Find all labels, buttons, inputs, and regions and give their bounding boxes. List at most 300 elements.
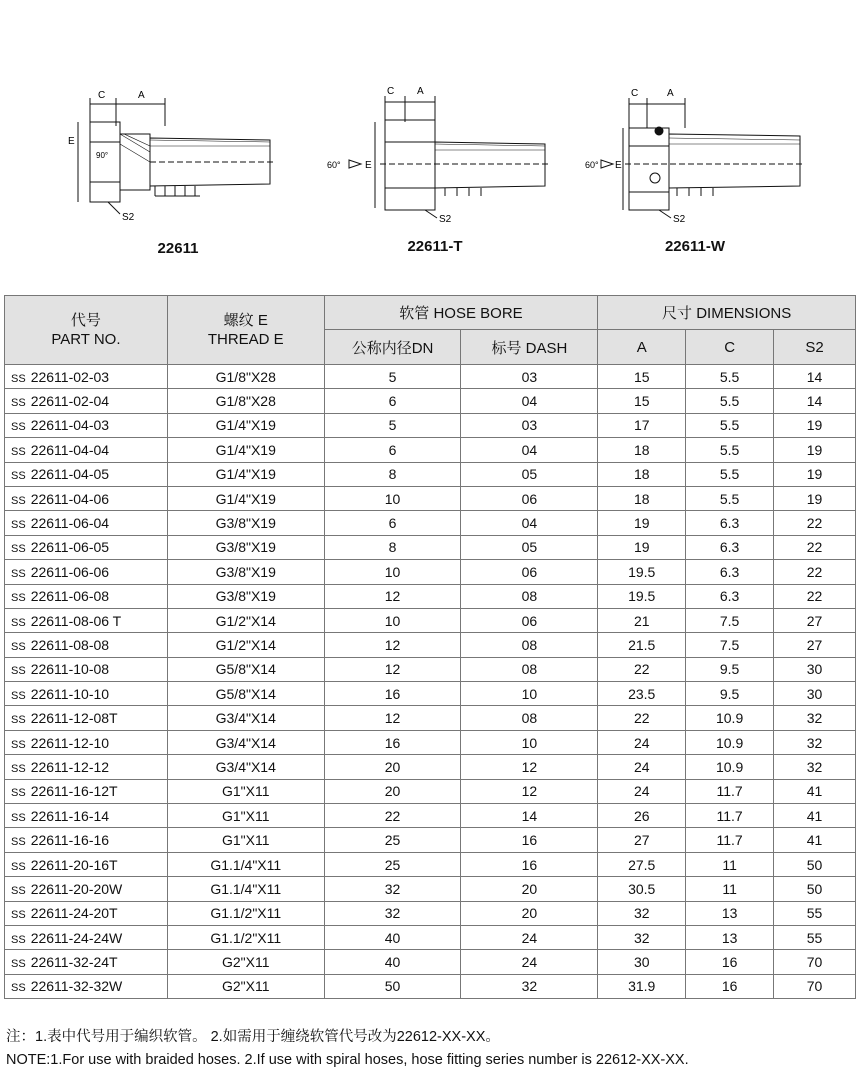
dim-s2-cell: 19 (774, 486, 856, 510)
header-hose-bore: 软管 HOSE BORE (324, 296, 598, 330)
dn-cell: 5 (324, 413, 461, 437)
dn-cell: 50 (324, 974, 461, 998)
dim-c-cell: 5.5 (686, 462, 774, 486)
fitting-drawing-22611 (60, 82, 290, 232)
part-number: 22611-04-05 (30, 466, 110, 483)
dim-a-cell: 17 (598, 413, 686, 437)
header-part-en: PART NO. (51, 331, 121, 348)
table-row (5, 389, 856, 413)
dash-cell: 08 (461, 633, 598, 657)
dim-a-cell: 26 (598, 804, 686, 828)
dim-a-cell: 30.5 (598, 877, 686, 901)
table-row (5, 901, 856, 925)
drawing-22611 (60, 82, 290, 257)
part-number-cell (5, 413, 168, 437)
dim-s2-cell: 27 (774, 608, 856, 632)
table-body (5, 365, 856, 999)
part-number: 22611-20-16T (30, 856, 118, 873)
table-row (5, 657, 856, 681)
table-row (5, 730, 856, 754)
dim-c-cell: 6.3 (686, 535, 774, 559)
dim-a-cell: 27.5 (598, 852, 686, 876)
dim-s2-cell: 50 (774, 877, 856, 901)
dash-cell: 05 (461, 535, 598, 559)
dash-cell: 03 (461, 413, 598, 437)
fitting-drawing-22611-w (585, 82, 815, 232)
part-number-cell (5, 706, 168, 730)
dn-cell: 32 (324, 877, 461, 901)
part-prefix: SS (11, 470, 26, 483)
part-number: 22611-12-08T (30, 710, 118, 727)
header-thread-en: THREAD E (207, 331, 284, 348)
dim-c-cell: 6.3 (686, 511, 774, 535)
dim-a-cell: 32 (598, 901, 686, 925)
part-number: 22611-24-20T (30, 905, 118, 922)
table-row (5, 438, 856, 462)
table-row (5, 950, 856, 974)
dim-a-label: A (138, 90, 145, 101)
part-number-cell (5, 511, 168, 535)
dim-a-cell: 19.5 (598, 584, 686, 608)
drawing-22611-t (325, 82, 555, 255)
thread-cell: G1.1/2"X11 (167, 925, 324, 949)
dn-cell: 8 (324, 462, 461, 486)
part-prefix: SS (11, 421, 26, 434)
table-row (5, 682, 856, 706)
part-number-cell (5, 877, 168, 901)
dim-a-cell: 23.5 (598, 682, 686, 706)
dim-a-cell: 31.9 (598, 974, 686, 998)
dim-e-label: E (365, 160, 372, 171)
part-prefix: SS (11, 738, 26, 751)
dim-s2-cell: 50 (774, 852, 856, 876)
dim-a-cell: 15 (598, 389, 686, 413)
thread-cell: G1.1/4"X11 (167, 852, 324, 876)
dim-a-cell: 27 (598, 828, 686, 852)
dim-c-label: C (631, 88, 639, 99)
thread-cell: G5/8"X14 (167, 682, 324, 706)
part-prefix: SS (11, 689, 26, 702)
dn-cell: 20 (324, 755, 461, 779)
part-prefix: SS (11, 860, 26, 873)
dim-s2-label: S2 (439, 214, 452, 225)
table-row (5, 511, 856, 535)
header-dn: 公称内径DN (324, 330, 461, 365)
part-prefix: SS (11, 445, 26, 458)
part-number: 22611-06-08 (30, 588, 110, 605)
part-number-cell (5, 365, 168, 389)
thread-cell: G1/4"X19 (167, 462, 324, 486)
thread-cell: G3/4"X14 (167, 706, 324, 730)
dim-a-cell: 30 (598, 950, 686, 974)
thread-cell: G2"X11 (167, 950, 324, 974)
header-c: C (686, 330, 774, 365)
part-number-cell (5, 682, 168, 706)
part-prefix: SS (11, 372, 26, 385)
part-number: 22611-02-04 (30, 393, 110, 410)
table-row (5, 755, 856, 779)
part-prefix: SS (11, 567, 26, 580)
part-number-cell (5, 950, 168, 974)
part-number-cell (5, 974, 168, 998)
dim-s2-cell: 55 (774, 925, 856, 949)
dim-c-cell: 13 (686, 901, 774, 925)
dash-cell: 14 (461, 804, 598, 828)
dim-s2-cell: 30 (774, 657, 856, 681)
dash-cell: 06 (461, 486, 598, 510)
header-part-no (5, 296, 168, 365)
part-number-cell (5, 779, 168, 803)
dash-cell: 24 (461, 950, 598, 974)
part-prefix: SS (11, 494, 26, 507)
dash-cell: 04 (461, 511, 598, 535)
dim-a-cell: 21 (598, 608, 686, 632)
thread-cell: G1/4"X19 (167, 486, 324, 510)
dim-a-cell: 21.5 (598, 633, 686, 657)
thread-cell: G1.1/4"X11 (167, 877, 324, 901)
dim-a-cell: 19 (598, 511, 686, 535)
dim-angle-label: 90° (96, 151, 109, 160)
figure-label: 22611-T (407, 238, 463, 255)
table-row (5, 535, 856, 559)
dim-c-label: C (387, 86, 395, 97)
thread-cell: G1.1/2"X11 (167, 901, 324, 925)
table-row (5, 486, 856, 510)
part-number: 22611-24-24W (30, 929, 123, 946)
dim-a-cell: 22 (598, 657, 686, 681)
part-number: 22611-12-12 (30, 758, 110, 775)
part-prefix: SS (11, 714, 26, 727)
part-number: 22611-10-10 (30, 685, 110, 702)
dim-s2-cell: 14 (774, 365, 856, 389)
dim-e-label: E (615, 160, 622, 171)
part-number-cell (5, 608, 168, 632)
dash-cell: 24 (461, 925, 598, 949)
fitting-drawings (0, 0, 860, 290)
dim-s2-cell: 41 (774, 779, 856, 803)
dim-s2-cell: 41 (774, 804, 856, 828)
dim-a-cell: 19 (598, 535, 686, 559)
dim-s2-cell: 41 (774, 828, 856, 852)
fitting-drawing-22611-t (325, 82, 555, 232)
dim-s2-label: S2 (122, 212, 135, 223)
table-row (5, 925, 856, 949)
dim-a-cell: 18 (598, 462, 686, 486)
part-number: 22611-04-04 (30, 441, 110, 458)
part-prefix: SS (11, 665, 26, 678)
thread-cell: G2"X11 (167, 974, 324, 998)
dim-a-cell: 24 (598, 730, 686, 754)
part-prefix: SS (11, 543, 26, 556)
figure-label: 22611 (157, 240, 199, 257)
dash-cell: 10 (461, 730, 598, 754)
dim-c-cell: 10.9 (686, 730, 774, 754)
part-number: 22611-16-14 (30, 807, 110, 824)
part-number: 22611-04-03 (30, 417, 110, 434)
header-dimensions: 尺寸 DIMENSIONS (598, 296, 856, 330)
part-number-cell (5, 804, 168, 828)
part-prefix: SS (11, 762, 26, 775)
dim-s2-cell: 22 (774, 584, 856, 608)
dim-c-cell: 9.5 (686, 682, 774, 706)
dim-s2-cell: 22 (774, 535, 856, 559)
part-prefix: SS (11, 836, 26, 849)
dim-c-cell: 13 (686, 925, 774, 949)
dim-c-cell: 5.5 (686, 389, 774, 413)
part-number-cell (5, 535, 168, 559)
dim-a-cell: 18 (598, 486, 686, 510)
part-number-cell (5, 389, 168, 413)
dim-s2-cell: 30 (774, 682, 856, 706)
thread-cell: G5/8"X14 (167, 657, 324, 681)
part-number-cell (5, 560, 168, 584)
dim-s2-cell: 70 (774, 950, 856, 974)
part-prefix: SS (11, 397, 26, 410)
dim-c-cell: 6.3 (686, 584, 774, 608)
header-part-cn: 代号 (70, 312, 101, 329)
dim-s2-cell: 22 (774, 560, 856, 584)
part-prefix: SS (11, 787, 26, 800)
thread-cell: G3/8"X19 (167, 584, 324, 608)
dim-c-cell: 5.5 (686, 438, 774, 462)
table-row (5, 852, 856, 876)
part-prefix: SS (11, 519, 26, 532)
dn-cell: 6 (324, 438, 461, 462)
table-row (5, 413, 856, 437)
thread-cell: G1/4"X19 (167, 413, 324, 437)
dim-c-cell: 11 (686, 852, 774, 876)
dn-cell: 40 (324, 925, 461, 949)
dn-cell: 12 (324, 657, 461, 681)
dash-cell: 08 (461, 584, 598, 608)
thread-cell: G1"X11 (167, 779, 324, 803)
dim-a-cell: 18 (598, 438, 686, 462)
dash-cell: 06 (461, 608, 598, 632)
dn-cell: 8 (324, 535, 461, 559)
part-number: 22611-08-06 T (30, 612, 122, 629)
dash-cell: 20 (461, 901, 598, 925)
table-row (5, 560, 856, 584)
thread-cell: G3/8"X19 (167, 560, 324, 584)
note-cn: 注：1.表中代号用于编织软管。 2.如需用于缠绕软管代号改为22612-XX-XX。 (6, 1029, 500, 1045)
dn-cell: 12 (324, 706, 461, 730)
dim-s2-cell: 14 (774, 389, 856, 413)
dim-a-cell: 24 (598, 779, 686, 803)
part-number-cell (5, 438, 168, 462)
dim-a-label: A (417, 86, 424, 97)
dash-cell: 08 (461, 706, 598, 730)
part-prefix: SS (11, 884, 26, 897)
dash-cell: 03 (461, 365, 598, 389)
dn-cell: 40 (324, 950, 461, 974)
part-number: 22611-06-06 (30, 563, 110, 580)
dim-c-cell: 10.9 (686, 755, 774, 779)
dn-cell: 10 (324, 486, 461, 510)
dim-s2-cell: 70 (774, 974, 856, 998)
dim-angle-label: 60° (585, 160, 599, 170)
part-number-cell (5, 486, 168, 510)
dn-cell: 16 (324, 730, 461, 754)
part-number: 22611-32-24T (30, 954, 118, 971)
table-row (5, 633, 856, 657)
part-prefix: SS (11, 640, 26, 653)
dash-cell: 16 (461, 828, 598, 852)
dim-s2-cell: 32 (774, 730, 856, 754)
part-prefix: SS (11, 982, 26, 995)
table-row (5, 608, 856, 632)
part-prefix: SS (11, 909, 26, 922)
dim-c-cell: 11 (686, 877, 774, 901)
dim-c-cell: 16 (686, 974, 774, 998)
dn-cell: 25 (324, 828, 461, 852)
dn-cell: 12 (324, 633, 461, 657)
dim-c-cell: 7.5 (686, 633, 774, 657)
drawing-22611-w (585, 82, 815, 255)
dim-c-cell: 11.7 (686, 779, 774, 803)
dn-cell: 5 (324, 365, 461, 389)
dim-s2-cell: 32 (774, 755, 856, 779)
dn-cell: 12 (324, 584, 461, 608)
dim-a-cell: 19.5 (598, 560, 686, 584)
part-number-cell (5, 462, 168, 486)
dim-s2-cell: 22 (774, 511, 856, 535)
header-thread (167, 296, 324, 365)
part-number: 22611-06-05 (30, 539, 110, 556)
dn-cell: 22 (324, 804, 461, 828)
part-prefix: SS (11, 958, 26, 971)
dn-cell: 6 (324, 511, 461, 535)
dim-c-cell: 11.7 (686, 828, 774, 852)
dash-cell: 12 (461, 755, 598, 779)
header-s2: S2 (774, 330, 856, 365)
table-row (5, 877, 856, 901)
part-number-cell (5, 852, 168, 876)
table-row (5, 804, 856, 828)
thread-cell: G1"X11 (167, 804, 324, 828)
thread-cell: G1/8"X28 (167, 389, 324, 413)
thread-cell: G1/2"X14 (167, 633, 324, 657)
dn-cell: 10 (324, 560, 461, 584)
dn-cell: 20 (324, 779, 461, 803)
part-number-cell (5, 657, 168, 681)
part-number: 22611-20-20W (30, 880, 123, 897)
dim-c-label: C (98, 90, 106, 101)
part-number: 22611-04-06 (30, 490, 110, 507)
specification-table (4, 295, 856, 999)
dim-c-cell: 6.3 (686, 560, 774, 584)
figure-label: 22611-W (664, 238, 726, 255)
dn-cell: 16 (324, 682, 461, 706)
dash-cell: 04 (461, 438, 598, 462)
part-number-cell (5, 755, 168, 779)
thread-cell: G1/2"X14 (167, 608, 324, 632)
dash-cell: 20 (461, 877, 598, 901)
dash-cell: 32 (461, 974, 598, 998)
table-row (5, 974, 856, 998)
dn-cell: 32 (324, 901, 461, 925)
dim-s2-cell: 27 (774, 633, 856, 657)
dim-e-label: E (68, 136, 75, 147)
dim-s2-cell: 19 (774, 438, 856, 462)
dash-cell: 16 (461, 852, 598, 876)
dim-c-cell: 10.9 (686, 706, 774, 730)
dash-cell: 06 (461, 560, 598, 584)
dim-a-cell: 15 (598, 365, 686, 389)
table-row (5, 365, 856, 389)
dim-a-cell: 24 (598, 755, 686, 779)
dn-cell: 10 (324, 608, 461, 632)
thread-cell: G1/8"X28 (167, 365, 324, 389)
thread-cell: G3/4"X14 (167, 730, 324, 754)
part-prefix: SS (11, 811, 26, 824)
part-number-cell (5, 901, 168, 925)
part-number-cell (5, 633, 168, 657)
dash-cell: 10 (461, 682, 598, 706)
dim-c-cell: 7.5 (686, 608, 774, 632)
header-a: A (598, 330, 686, 365)
dim-a-cell: 32 (598, 925, 686, 949)
table-row (5, 584, 856, 608)
table-row (5, 462, 856, 486)
dim-a-label: A (667, 88, 674, 99)
header-dash: 标号 DASH (461, 330, 598, 365)
part-number: 22611-32-32W (30, 978, 123, 995)
dim-s2-cell: 19 (774, 462, 856, 486)
dim-c-cell: 5.5 (686, 413, 774, 437)
part-prefix: SS (11, 592, 26, 605)
dim-s2-cell: 32 (774, 706, 856, 730)
dim-s2-cell: 55 (774, 901, 856, 925)
part-number: 22611-10-08 (30, 661, 110, 678)
dim-s2-cell: 19 (774, 413, 856, 437)
part-number: 22611-16-12T (30, 783, 118, 800)
dash-cell: 12 (461, 779, 598, 803)
part-prefix: SS (11, 616, 26, 629)
part-number: 22611-08-08 (30, 636, 110, 653)
dn-cell: 6 (324, 389, 461, 413)
thread-cell: G3/4"X14 (167, 755, 324, 779)
part-number: 22611-02-03 (30, 368, 110, 385)
header-thread-cn: 螺纹 E (223, 312, 268, 329)
dn-cell: 25 (324, 852, 461, 876)
dim-c-cell: 11.7 (686, 804, 774, 828)
part-number-cell (5, 828, 168, 852)
notes (6, 1026, 689, 1072)
part-number-cell (5, 925, 168, 949)
table-row (5, 779, 856, 803)
table-row (5, 706, 856, 730)
part-number-cell (5, 730, 168, 754)
dim-c-cell: 9.5 (686, 657, 774, 681)
dash-cell: 08 (461, 657, 598, 681)
part-number: 22611-06-04 (30, 515, 110, 532)
thread-cell: G3/8"X19 (167, 511, 324, 535)
dim-s2-label: S2 (673, 214, 686, 225)
thread-cell: G3/8"X19 (167, 535, 324, 559)
dim-a-cell: 22 (598, 706, 686, 730)
dim-c-cell: 16 (686, 950, 774, 974)
dim-c-cell: 5.5 (686, 486, 774, 510)
table-row (5, 828, 856, 852)
thread-cell: G1/4"X19 (167, 438, 324, 462)
part-number: 22611-12-10 (30, 734, 110, 751)
dash-cell: 05 (461, 462, 598, 486)
thread-cell: G1"X11 (167, 828, 324, 852)
dim-c-cell: 5.5 (686, 365, 774, 389)
dim-angle-label: 60° (327, 160, 341, 170)
part-number-cell (5, 584, 168, 608)
part-prefix: SS (11, 933, 26, 946)
